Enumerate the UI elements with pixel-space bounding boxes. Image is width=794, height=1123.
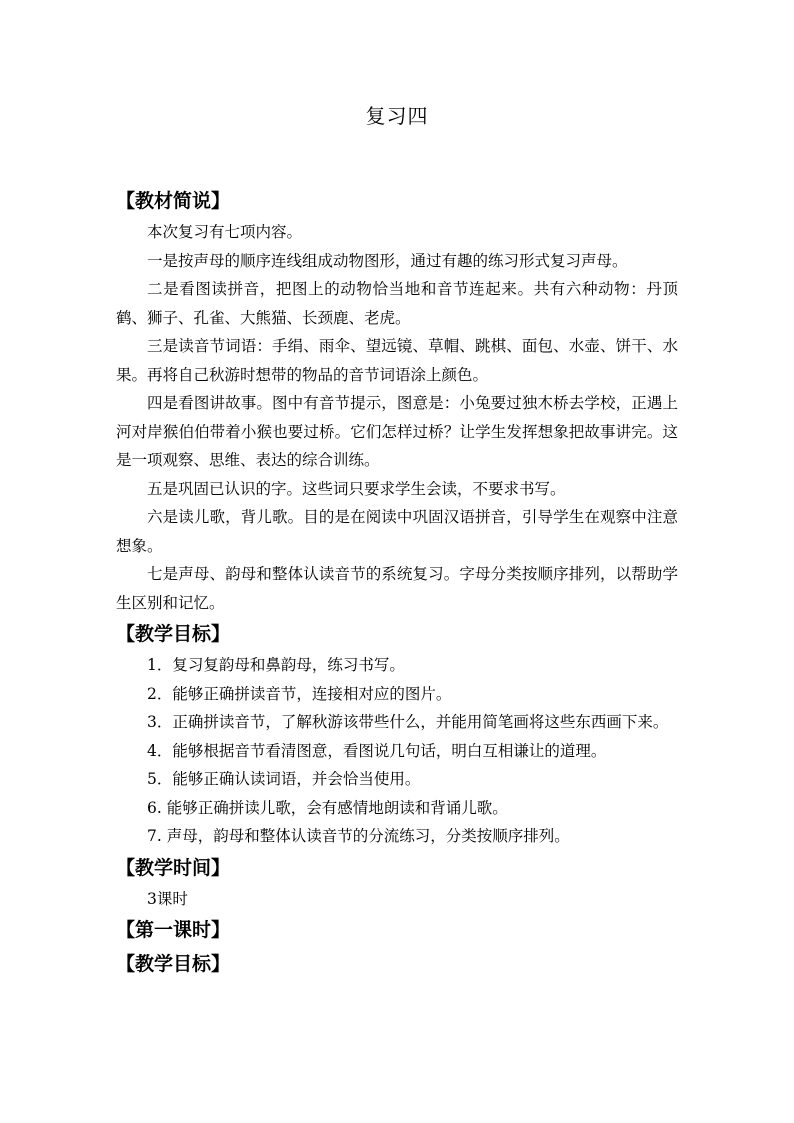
teaching-time-value: 3课时 — [147, 889, 188, 908]
goal-item: 1．复习复韵母和鼻韵母，练习书写。 — [147, 656, 405, 674]
paragraph: 五是巩固已认识的字。这些词只要求学生会读，不要求书写。 — [147, 479, 566, 498]
goal-item: 4．能够根据音节看清图意，看图说几句话，明白互相谦让的道理。 — [147, 741, 607, 760]
goal-item: 7. 声母，韵母和整体认读音节的分流练习，分类按顺序排列。 — [147, 827, 570, 845]
paragraph: 一是按声母的顺序连线组成动物图形，通过有趣的练习形式复习声母。 — [147, 251, 628, 270]
section-heading-lesson-one: 【第一课时】 — [116, 919, 231, 941]
page-title: 复习四 — [365, 104, 429, 128]
paragraph: 六是读儿歌，背儿歌。目的是在阅读中巩固汉语拼音，引导学生在观察中注意想象。 — [116, 508, 678, 555]
paragraph: 七是声母、韵母和整体认读音节的系统复习。字母分类按顺序排列，以帮助学生区别和记忆。 — [116, 565, 678, 612]
paragraph: 二是看图读拼音，把图上的动物恰当地和音节连起来。共有六种动物：丹顶鹤、狮子、孔雀、大熊猫、长颈鹿、老虎。 — [116, 280, 678, 327]
section-heading-goals: 【教学目标】 — [116, 623, 231, 645]
goal-item: 2．能够正确拼读音节，连接相对应的图片。 — [147, 684, 452, 703]
goal-item: 6. 能够正确拼读儿歌，会有感情地朗读和背诵儿歌。 — [147, 798, 508, 817]
paragraph: 三是读音节词语：手绢、雨伞、望远镜、草帽、跳棋、面包、水壶、饼干、水果。再将自己秋游时想带的物品的音节词语涂上颜色。 — [116, 337, 678, 384]
section-heading-materials: 【教材简说】 — [116, 190, 231, 212]
document-body — [116, 184, 678, 981]
section-heading-lesson-one-goals: 【教学目标】 — [116, 953, 231, 975]
goal-item: 3．正确拼读音节，了解秋游该带些什么，并能用简笔画将这些东西画下来。 — [147, 713, 669, 731]
goal-item: 5．能够正确认读词语，并会恰当使用。 — [147, 770, 421, 788]
paragraph: 本次复习有七项内容。 — [147, 223, 303, 241]
section-heading-time: 【教学时间】 — [116, 856, 231, 879]
paragraph: 四是看图讲故事。图中有音节提示，图意是：小兔要过独木桥去学校，正遇上河对岸猴伯伯带着小猴也要过桥。它们怎样过桥？让学生发挥想象把故事讲完。这是一项观察、思维、表达的综合训练。 — [116, 394, 678, 469]
